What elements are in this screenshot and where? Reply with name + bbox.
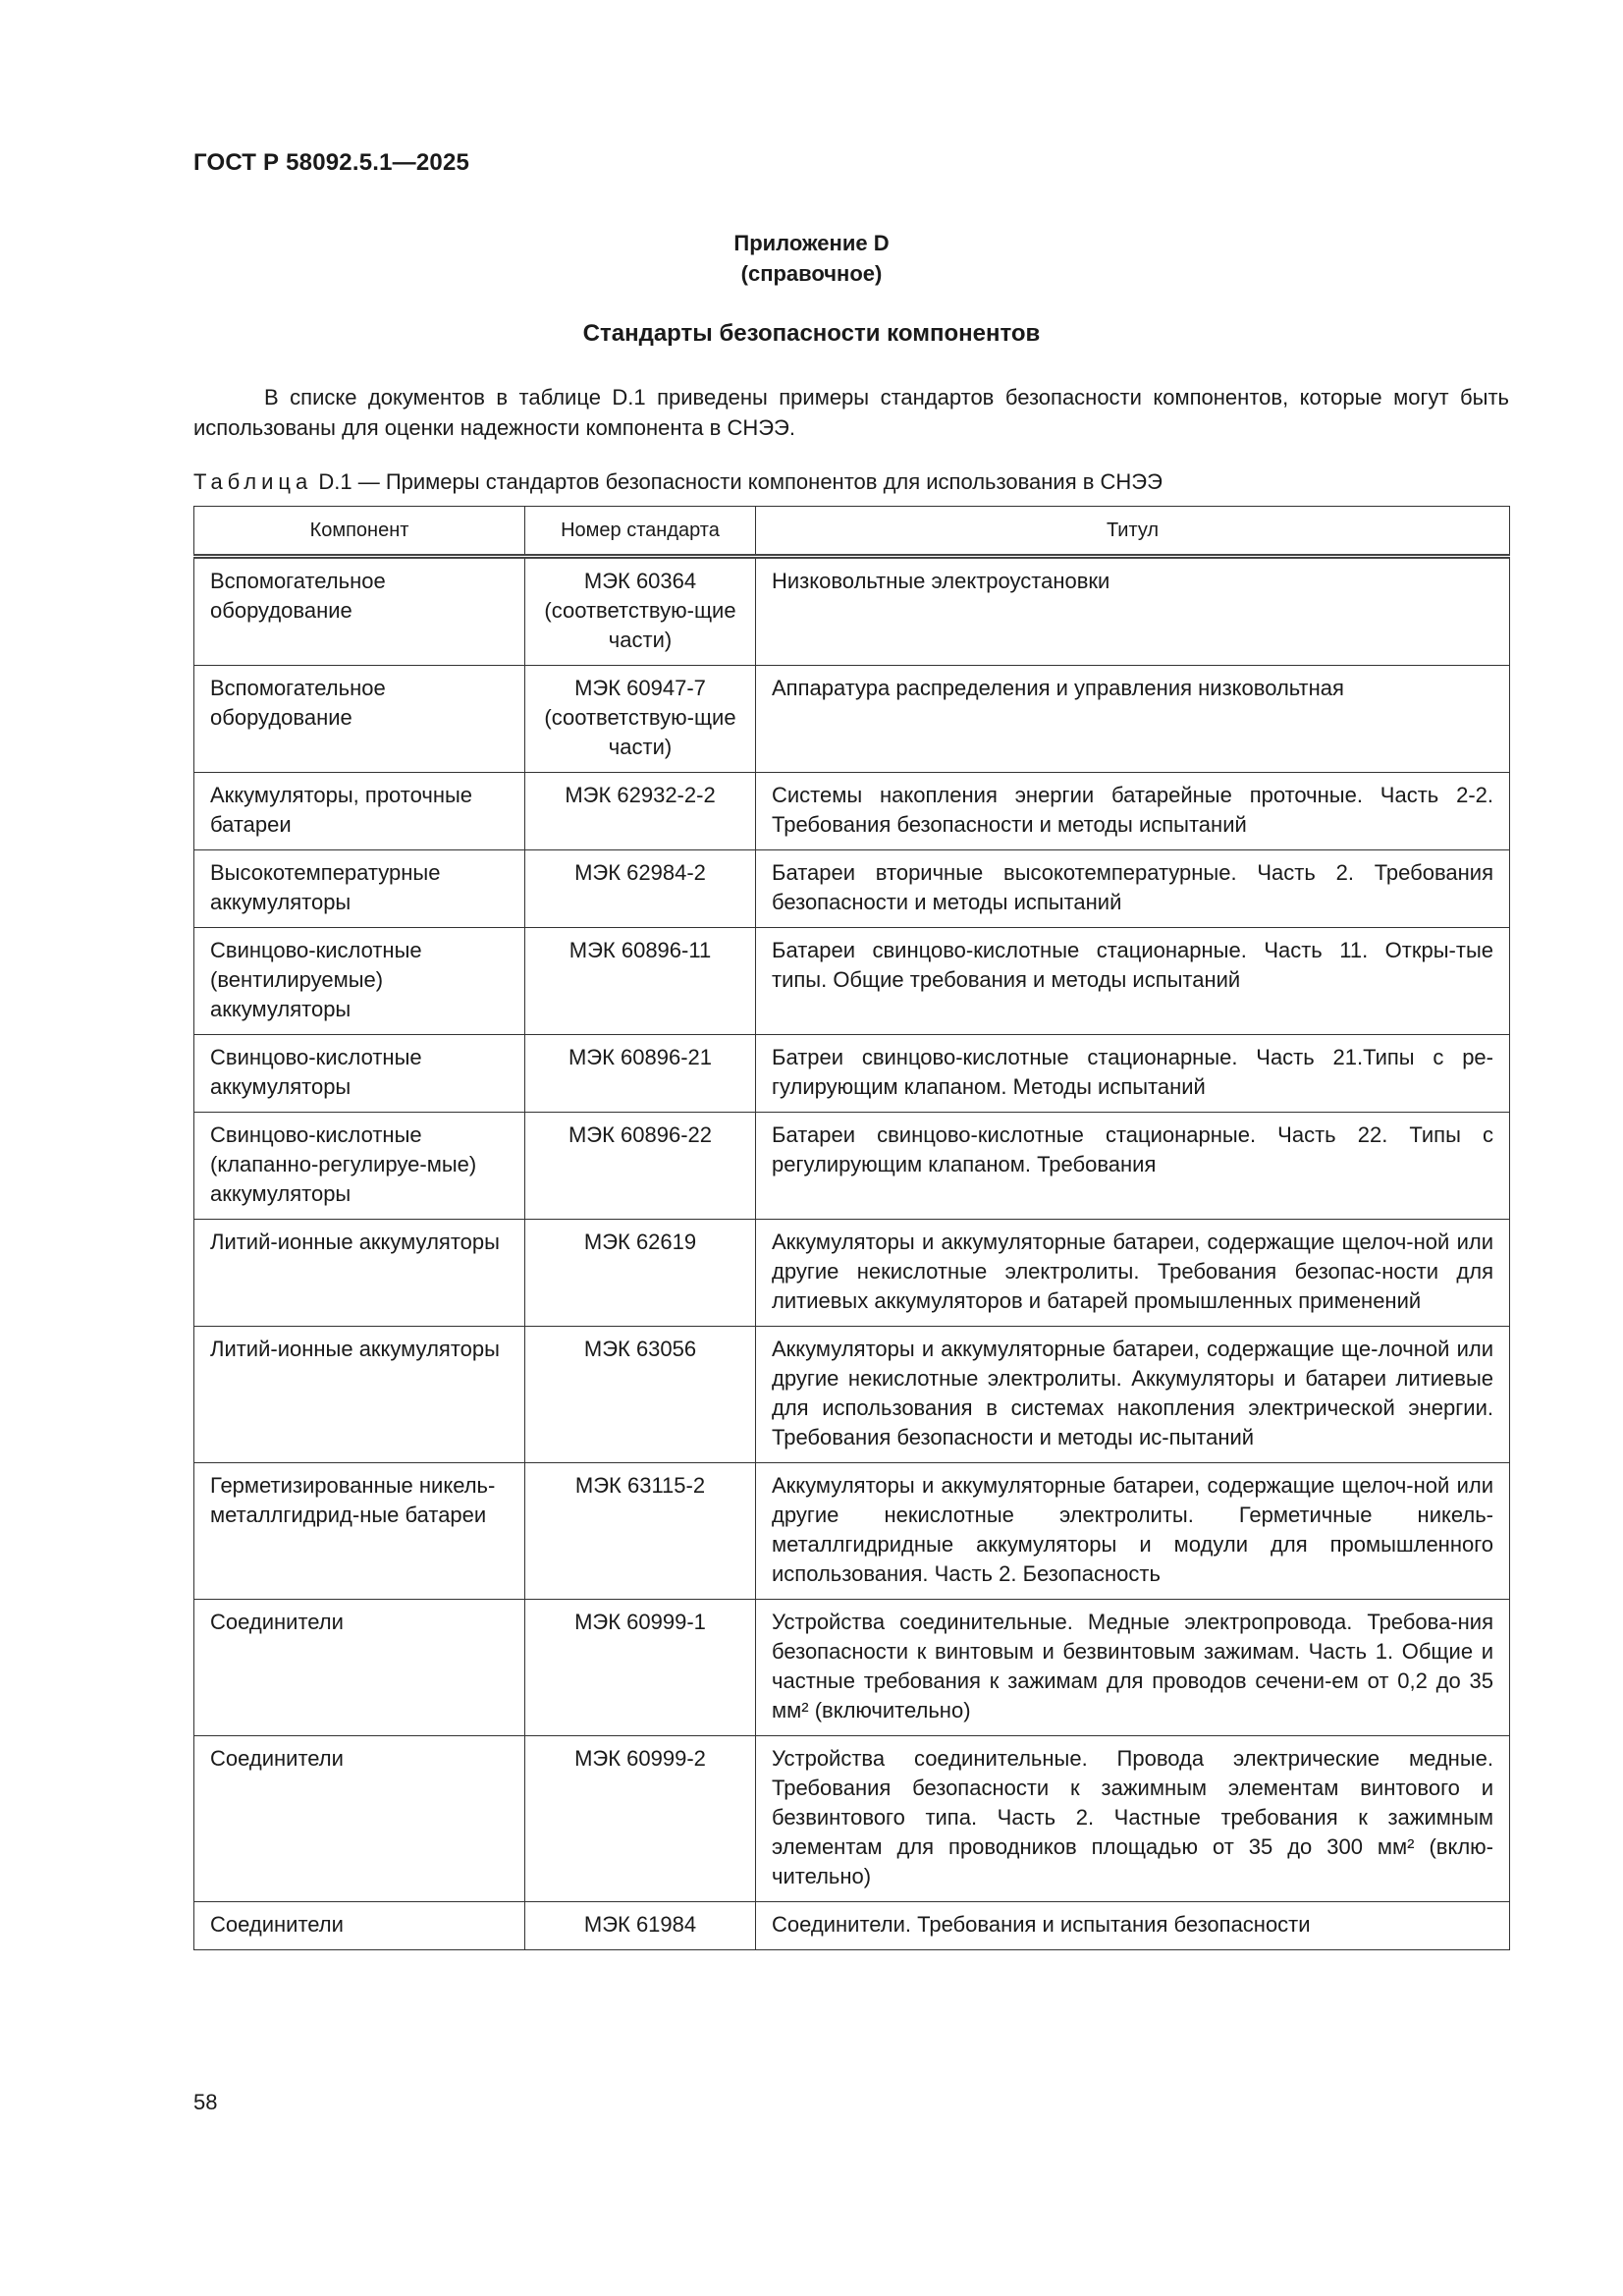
cell-component: Соединители (194, 1736, 525, 1902)
cell-title: Батареи вторичные высокотемпературные. Часть 2. Требования безопасности и методы испытаний (756, 850, 1510, 928)
cell-standard-number: МЭК 62984-2 (525, 850, 756, 928)
cell-standard-number: МЭК 60947-7 (соответствую-щие части) (525, 666, 756, 773)
cell-title: Батареи свинцово-кислотные стационарные. Часть 11. Откры-тые типы. Общие требования и методы испытаний (756, 928, 1510, 1035)
cell-component: Свинцово-кислотные (клапанно-регулируе-мые) аккумуляторы (194, 1113, 525, 1220)
cell-component: Высокотемпературные аккумуляторы (194, 850, 525, 928)
cell-standard-number: МЭК 60999-1 (525, 1600, 756, 1736)
cell-title: Аккумуляторы и аккумуляторные батареи, содержащие щелоч-ной или другие некислотные электролиты. Герметичные никель-металлгидридные аккумуляторы и модули для промышленного использования. Часть 2. Безопасность (756, 1463, 1510, 1600)
cell-title: Системы накопления энергии батарейные проточные. Часть 2-2. Требования безопасности и методы испытаний (756, 773, 1510, 850)
header-title: Титул (756, 507, 1510, 557)
cell-standard-number: МЭК 60896-22 (525, 1113, 756, 1220)
table-row (194, 850, 1510, 928)
table-caption (193, 469, 1163, 495)
cell-standard-number: МЭК 60364 (соответствую-щие части) (525, 557, 756, 666)
cell-title: Батареи свинцово-кислотные стационарные. Часть 22. Типы с регулирующим клапаном. Требования (756, 1113, 1510, 1220)
table-caption-label: Таблица (193, 469, 313, 494)
table-row (194, 1600, 1510, 1736)
table-row (194, 1327, 1510, 1463)
cell-title: Батреи свинцово-кислотные стационарные. Часть 21.Типы с ре-гулирующим клапаном. Методы испытаний (756, 1035, 1510, 1113)
cell-standard-number: МЭК 61984 (525, 1902, 756, 1950)
cell-component: Соединители (194, 1902, 525, 1950)
cell-standard-number: МЭК 62932-2-2 (525, 773, 756, 850)
standards-table (193, 506, 1510, 1950)
cell-standard-number: МЭК 60999-2 (525, 1736, 756, 1902)
table-caption-text: D.1 — Примеры стандартов безопасности компонентов для использования в СНЭЭ (312, 469, 1163, 494)
cell-title: Соединители. Требования и испытания безопасности (756, 1902, 1510, 1950)
cell-title: Аккумуляторы и аккумуляторные батареи, содержащие щелоч-ной или другие некислотные электролиты. Требования безопас-ности для литиевых аккумуляторов и батарей промышленных применений (756, 1220, 1510, 1327)
annex-subtitle: (справочное) (740, 261, 883, 286)
header-component: Компонент (194, 507, 525, 557)
cell-component: Соединители (194, 1600, 525, 1736)
intro-paragraph: В списке документов в таблице D.1 приведены примеры стандартов безопасности компонентов, которые могут быть использованы для оценки надежности компонента в СНЭЭ. (193, 385, 1509, 440)
table-row (194, 666, 1510, 773)
cell-standard-number: МЭК 60896-21 (525, 1035, 756, 1113)
cell-title: Аппаратура распределения и управления низковольтная (756, 666, 1510, 773)
annex-title: Приложение D (733, 231, 890, 255)
document-code: ГОСТ Р 58092.5.1—2025 (193, 149, 470, 176)
cell-standard-number: МЭК 63115-2 (525, 1463, 756, 1600)
table-body (194, 557, 1510, 1950)
cell-title: Аккумуляторы и аккумуляторные батареи, содержащие ще-лочной или другие некислотные электролиты. Аккумуляторы и батареи литиевые для использования в системах накопления электрической энергии. Требования безопасности и методы ис-пытаний (756, 1327, 1510, 1463)
cell-standard-number: МЭК 60896-11 (525, 928, 756, 1035)
cell-title: Низковольтные электроустановки (756, 557, 1510, 666)
table-header-row (194, 507, 1510, 557)
table-row (194, 1113, 1510, 1220)
cell-component: Герметизированные никель-металлгидрид-ные батареи (194, 1463, 525, 1600)
cell-title: Устройства соединительные. Провода электрические медные. Требования безопасности к зажимным элементам винтового и безвинтового типа. Часть 2. Частные требования к зажимным элементам для проводников площадью от 35 до 300 мм² (вклю-чительно) (756, 1736, 1510, 1902)
cell-component: Литий-ионные аккумуляторы (194, 1327, 525, 1463)
cell-component: Свинцово-кислотные (вентилируемые) аккумуляторы (194, 928, 525, 1035)
table-row (194, 1902, 1510, 1950)
cell-component: Аккумуляторы, проточные батареи (194, 773, 525, 850)
cell-title: Устройства соединительные. Медные электропровода. Требова-ния безопасности к винтовым и безвинтовым зажимам. Часть 1. Общие и частные требования к зажимам для проводов сечени-ем от 0,2 до 35 мм² (включительно) (756, 1600, 1510, 1736)
page-number: 58 (193, 2090, 218, 2114)
cell-component: Вспомогательное оборудование (194, 557, 525, 666)
cell-standard-number: МЭК 63056 (525, 1327, 756, 1463)
cell-component: Литий-ионные аккумуляторы (194, 1220, 525, 1327)
header-standard-number: Номер стандарта (525, 507, 756, 557)
annex-heading (0, 228, 1623, 289)
table-row (194, 1463, 1510, 1600)
table-row (194, 1736, 1510, 1902)
table-row (194, 557, 1510, 666)
table-row (194, 928, 1510, 1035)
table-row (194, 773, 1510, 850)
table-row (194, 1035, 1510, 1113)
cell-component: Свинцово-кислотные аккумуляторы (194, 1035, 525, 1113)
cell-component: Вспомогательное оборудование (194, 666, 525, 773)
section-title: Стандарты безопасности компонентов (582, 320, 1041, 347)
table-row (194, 1220, 1510, 1327)
cell-standard-number: МЭК 62619 (525, 1220, 756, 1327)
